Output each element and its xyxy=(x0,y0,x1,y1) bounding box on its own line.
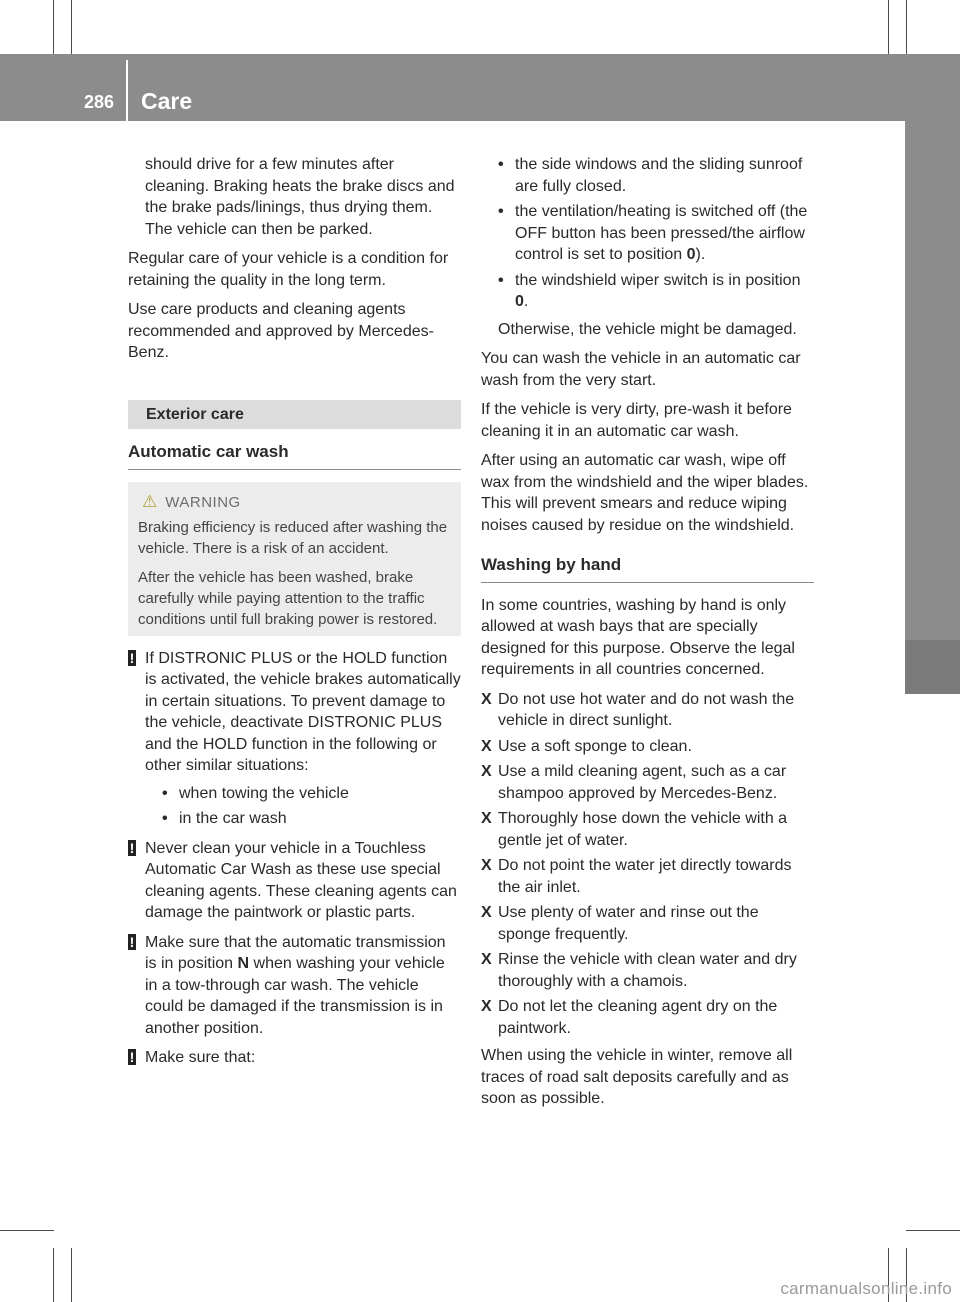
warning-triangle-icon: ⚠ xyxy=(142,491,158,511)
step-arrow-icon: X xyxy=(481,998,492,1015)
warning-text: After the vehicle has been washed, brake carefully while paying attention to the traffic conditions until full braking power is restored. xyxy=(138,568,438,628)
step-arrow-icon: X xyxy=(481,810,492,827)
page-header xyxy=(0,54,905,121)
chapter-side-tab xyxy=(905,54,960,694)
page-title: Care xyxy=(141,88,193,114)
step-arrow-icon: X xyxy=(481,763,492,780)
section-heading: Exterior care xyxy=(128,400,461,430)
warning-label: WARNING xyxy=(165,493,241,511)
crop-mark xyxy=(53,0,54,54)
watermark: carmanualsonline.info xyxy=(780,1279,952,1298)
paragraph: Regular care of your vehicle is a condition for retaining the quality in the long term. xyxy=(128,250,449,289)
notice-text: Make sure that: xyxy=(145,1049,256,1066)
warning-text: Braking efficiency is reduced after washing the vehicle. There is a risk of an accident. xyxy=(138,518,448,557)
notice-icon: ! xyxy=(129,649,135,666)
paragraph: If the vehicle is very dirty, pre-wash it before cleaning it in an automatic car wash. xyxy=(481,401,792,440)
step-arrow-icon: X xyxy=(481,904,492,921)
step-arrow-icon: X xyxy=(481,690,492,708)
step-arrow-icon: X xyxy=(481,857,492,874)
notice-text: Make sure that the automatic transmission is in position N when washing your vehicle in a tow-through car wash. The vehicle could be damaged if the transmission is in another position. xyxy=(145,933,446,1037)
warning-header xyxy=(138,491,451,513)
crop-mark xyxy=(906,0,907,54)
instruction-step: X Do not let the cleaning agent dry on the paintwork. xyxy=(481,998,778,1037)
list-item: • the ventilation/heating is switched off (the OFF button has been pressed/the airflow control is set to position 0). xyxy=(498,203,808,263)
notice-continued xyxy=(481,154,814,340)
header-divider xyxy=(126,60,128,121)
intro-continued: should drive for a few minutes after cleaning. Braking heats the brake discs and the brake pads/linings, thus drying them. The vehicle can then be parked. xyxy=(145,156,455,238)
crop-mark xyxy=(906,1230,960,1231)
notice xyxy=(128,932,461,1040)
paragraph: After using an automatic car wash, wipe off wax from the windshield and the wiper blades. This will prevent smears and reduce wiping noises caused by residue on the windshield. xyxy=(481,452,809,534)
left-column xyxy=(128,154,461,1077)
instruction-step: X Thoroughly hose down the vehicle with a gentle jet of water. xyxy=(481,810,788,849)
instruction-step: X Do not use hot water and do not wash the vehicle in direct sunlight. xyxy=(481,690,795,729)
list-item: • the side windows and the sliding sunroof are fully closed. xyxy=(498,156,803,195)
list-item: • when towing the vehicle xyxy=(162,784,349,802)
subsection-heading: Washing by hand xyxy=(481,554,814,583)
instruction-step: X Do not point the water jet directly towards the air inlet. xyxy=(481,857,792,896)
notice-text: If DISTRONIC PLUS or the HOLD function is activated, the vehicle brakes automatically in certain situations. To prevent damage to the vehicle, deactivate DISTRONIC PLUS and the HOLD function in the following or other similar situations: xyxy=(145,649,461,774)
paragraph: When using the vehicle in winter, remove all traces of road salt deposits carefully and as soon as possible. xyxy=(481,1047,793,1107)
paragraph: In some countries, washing by hand is only allowed at wash bays that are specially designed for this purpose. Observe the legal requirements in all countries concerned. xyxy=(481,596,795,678)
subsection-heading: Automatic car wash xyxy=(128,441,461,470)
instruction-step: X Use plenty of water and rinse out the sponge frequently. xyxy=(481,904,759,943)
step-arrow-icon: X xyxy=(481,951,492,968)
notice xyxy=(128,838,461,924)
notice-bullets xyxy=(145,783,461,830)
list-item: • the windshield wiper switch is in position 0. xyxy=(498,271,801,310)
instruction-step: X Use a soft sponge to clean. xyxy=(481,736,814,758)
step-arrow-icon: X xyxy=(481,737,492,755)
warning-box xyxy=(128,482,461,636)
paragraph: Use care products and cleaning agents recommended and approved by Mercedes-Benz. xyxy=(128,301,434,361)
page-number: 286 xyxy=(84,92,115,112)
instruction-step: X Use a mild cleaning agent, such as a car shampoo approved by Mercedes-Benz. xyxy=(481,763,787,802)
crop-mark xyxy=(53,1248,54,1302)
crop-mark xyxy=(71,1248,72,1302)
crop-mark xyxy=(71,0,72,54)
list-item: • in the car wash xyxy=(162,810,287,827)
notice xyxy=(128,1047,461,1069)
notice-icon: ! xyxy=(129,1049,135,1065)
paragraph: Otherwise, the vehicle might be damaged. xyxy=(498,320,797,338)
notice-text: Never clean your vehicle in a Touchless Automatic Car Wash as these use special cleaning agents. These cleaning agents can damage the paintwork or plastic parts. xyxy=(145,839,457,921)
notice xyxy=(128,648,461,830)
notice-icon: ! xyxy=(129,839,135,856)
chapter-label: Maintenance and care xyxy=(866,147,893,398)
chapter-marker xyxy=(905,640,960,694)
paragraph: You can wash the vehicle in an automatic car wash from the very start. xyxy=(481,350,801,389)
right-column xyxy=(481,154,814,1118)
crop-mark xyxy=(0,1230,54,1231)
notice-icon: ! xyxy=(129,933,135,950)
instruction-step: X Rinse the vehicle with clean water and dry thoroughly with a chamois. xyxy=(481,951,797,990)
